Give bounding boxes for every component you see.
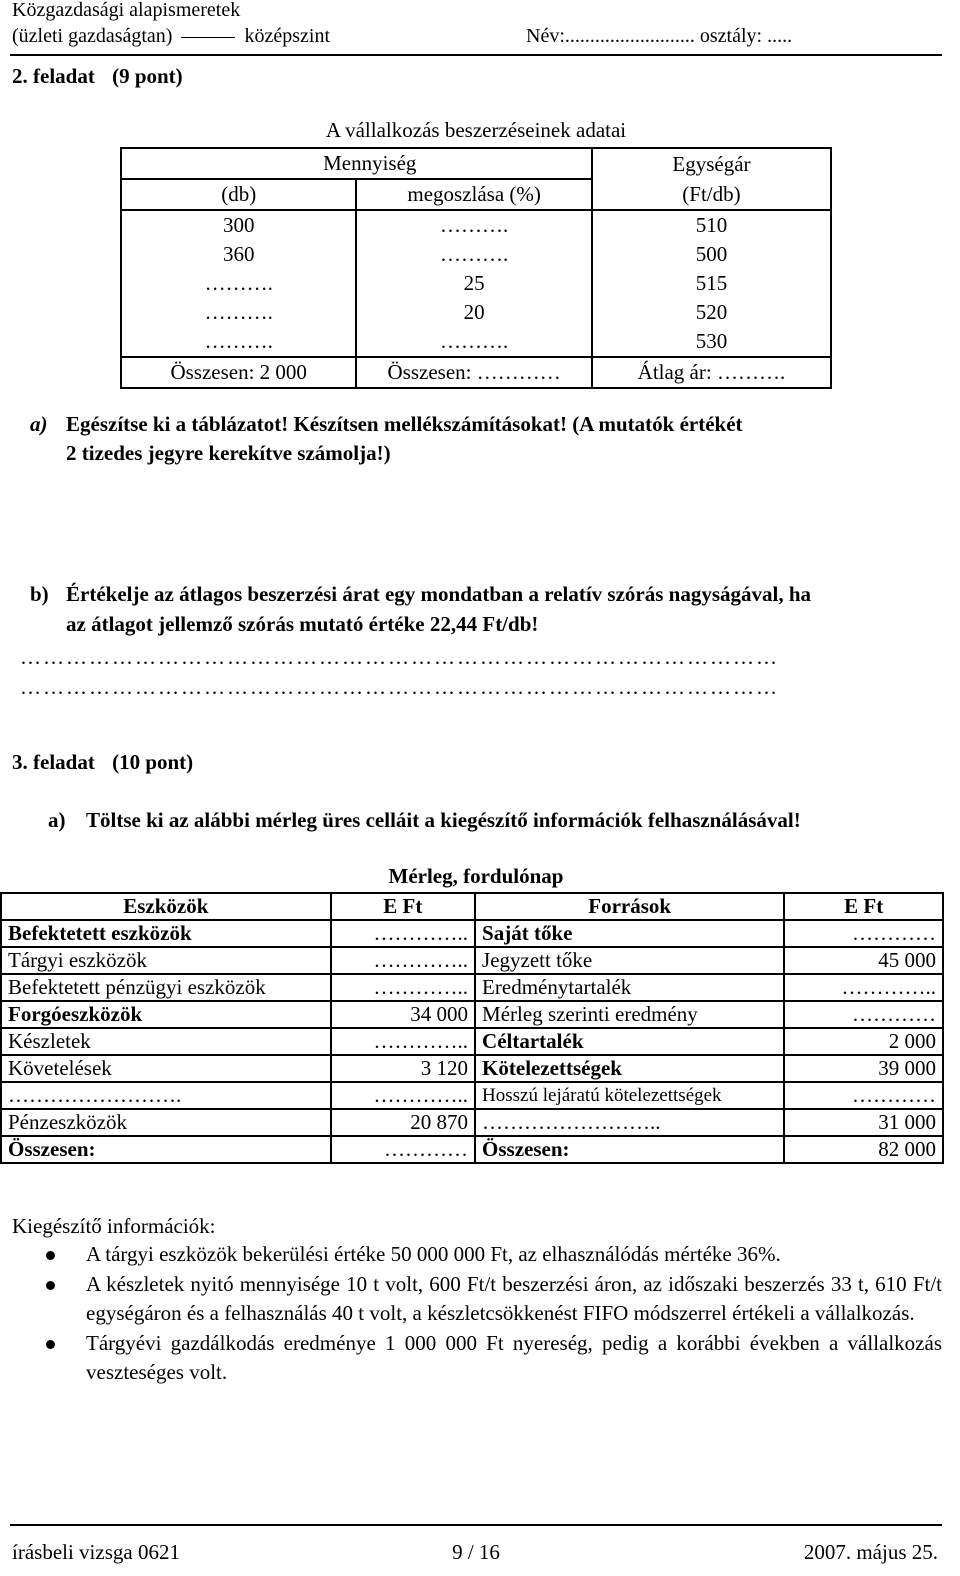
footer-rule [10, 1524, 942, 1526]
list-item: A készletek nyitó mennyisége 10 t volt, 600 Ft/t beszerzési áron, az időszaki beszerzés 33 t, 610 Ft/t egységáron és a felhasználás 40 t volt, a készletcsökkenést FIFO módszerrel értékeli a vállalkozás. [46, 1270, 942, 1328]
header-liabilities-eft: E Ft [784, 893, 943, 920]
bullet-icon [46, 1251, 55, 1260]
footer-date: 2007. május 25. [803, 1540, 938, 1564]
task3-question-a-label: a) [48, 808, 66, 832]
table-row: Készletek ………….. Céltartalék 2 000 [1, 1028, 943, 1055]
total-quantity: Összesen: 2 000 [121, 357, 356, 388]
subject-subtitle [12, 24, 330, 48]
task2-points: (9 pont) [112, 64, 183, 88]
table-row: Befektetett eszközök ………….. Saját tőke ………… [1, 920, 943, 947]
task3-title: 3. feladat [12, 750, 95, 774]
header-unit-price: Egységár [592, 148, 831, 179]
dash-line [181, 37, 235, 38]
purchase-data-table [120, 147, 832, 389]
task2-question-a-line2: 2 tizedes jegyre kerekítve számolja!) [66, 441, 391, 465]
subject-subtitle-a: (üzleti gazdaságtan) [12, 25, 173, 47]
table-row: ………. 20 520 [121, 298, 831, 327]
bullet-icon [46, 1281, 55, 1290]
bullet-icon [46, 1340, 55, 1349]
average-price: Átlag ár: ………. [592, 357, 831, 388]
balance-sheet-title: Mérleg, fordulónap [388, 864, 564, 888]
balance-header-row [1, 893, 943, 920]
header-unit: (Ft/db) [592, 179, 831, 210]
name-class-field: Név:.......................... osztály: ..... [526, 25, 793, 47]
answer-line: ……………………………………………………………………………………… [20, 675, 779, 699]
task2-heading [12, 64, 183, 89]
page-number: 9 / 16 [452, 1540, 500, 1564]
subject-level: középszint [244, 25, 330, 47]
table-row: Tárgyi eszközök ………….. Jegyzett tőke 45 000 [1, 947, 943, 974]
balance-sheet-table [0, 892, 944, 1164]
table-total-row [121, 357, 831, 388]
task2-question-b-label: b) [30, 582, 49, 606]
subject-title: Közgazdasági alapismeretek [12, 0, 241, 21]
header-quantity: Mennyiség [121, 148, 356, 179]
info-list [46, 1240, 942, 1387]
header-rule [10, 54, 942, 56]
header-liabilities: Források [475, 893, 784, 920]
task2-table-title: A vállalkozás beszerzéseinek adatai [325, 118, 627, 142]
table-row: ……………………. ………….. Hosszú lejáratú kötelezettségek ………… [1, 1082, 943, 1109]
header-assets-eft: E Ft [331, 893, 475, 920]
task2-question-a-line1: Egészítse ki a táblázatot! Készítsen mellékszámításokat! (A mutatók értékét [66, 412, 743, 436]
table-row: Befektetett pénzügyi eszközök ………….. Eredménytartalék ………….. [1, 974, 943, 1001]
header-assets: Eszközök [1, 893, 331, 920]
table-row: 300 ………. 510 [121, 210, 831, 240]
list-item: A tárgyi eszközök bekerülési értéke 50 000 000 Ft, az elhasználódás mértéke 36%. [46, 1240, 942, 1269]
balance-total-row: Összesen: ………… Összesen: 82 000 [1, 1136, 943, 1163]
list-item: Tárgyévi gazdálkodás eredménye 1 000 000 Ft nyereség, pedig a korábbi években a vállalkozás veszteséges volt. [46, 1329, 942, 1387]
table-header-row-2 [121, 179, 831, 210]
table-row: Forgóeszközök 34 000 Mérleg szerinti eredmény ………… [1, 1001, 943, 1028]
table-row: 360 ………. 500 [121, 240, 831, 269]
answer-line: ……………………………………………………………………………………… [20, 645, 779, 669]
total-distribution: Összesen: ………… [356, 357, 591, 388]
info-title: Kiegészítő információk: [12, 1214, 216, 1238]
task2-question-b-line1: Értékelje az átlagos beszerzési árat egy mondatban a relatív szórás nagyságával, ha [66, 582, 812, 606]
footer-exam-code: írásbeli vizsga 0621 [12, 1540, 180, 1564]
task3-question-a-text: Töltse ki az alábbi mérleg üres celláit a kiegészítő információk felhasználásával! [86, 808, 801, 832]
task2-question-b-line2: az átlagot jellemző szórás mutató értéke 22,44 Ft/db! [66, 612, 539, 636]
task2-title: 2. feladat [12, 64, 95, 88]
task3-points: (10 pont) [112, 750, 194, 774]
table-row: ………. ………. 530 [121, 327, 831, 357]
header-distribution: megoszlása (%) [356, 179, 591, 210]
table-row: Pénzeszközök 20 870 …………………….. 31 000 [1, 1109, 943, 1136]
table-row: ………. 25 515 [121, 269, 831, 298]
table-header-row [121, 148, 831, 179]
task3-heading [12, 750, 193, 775]
task2-question-a-label: a) [30, 412, 48, 436]
header-db: (db) [121, 179, 356, 210]
table-row: Követelések 3 120 Kötelezettségek 39 000 [1, 1055, 943, 1082]
